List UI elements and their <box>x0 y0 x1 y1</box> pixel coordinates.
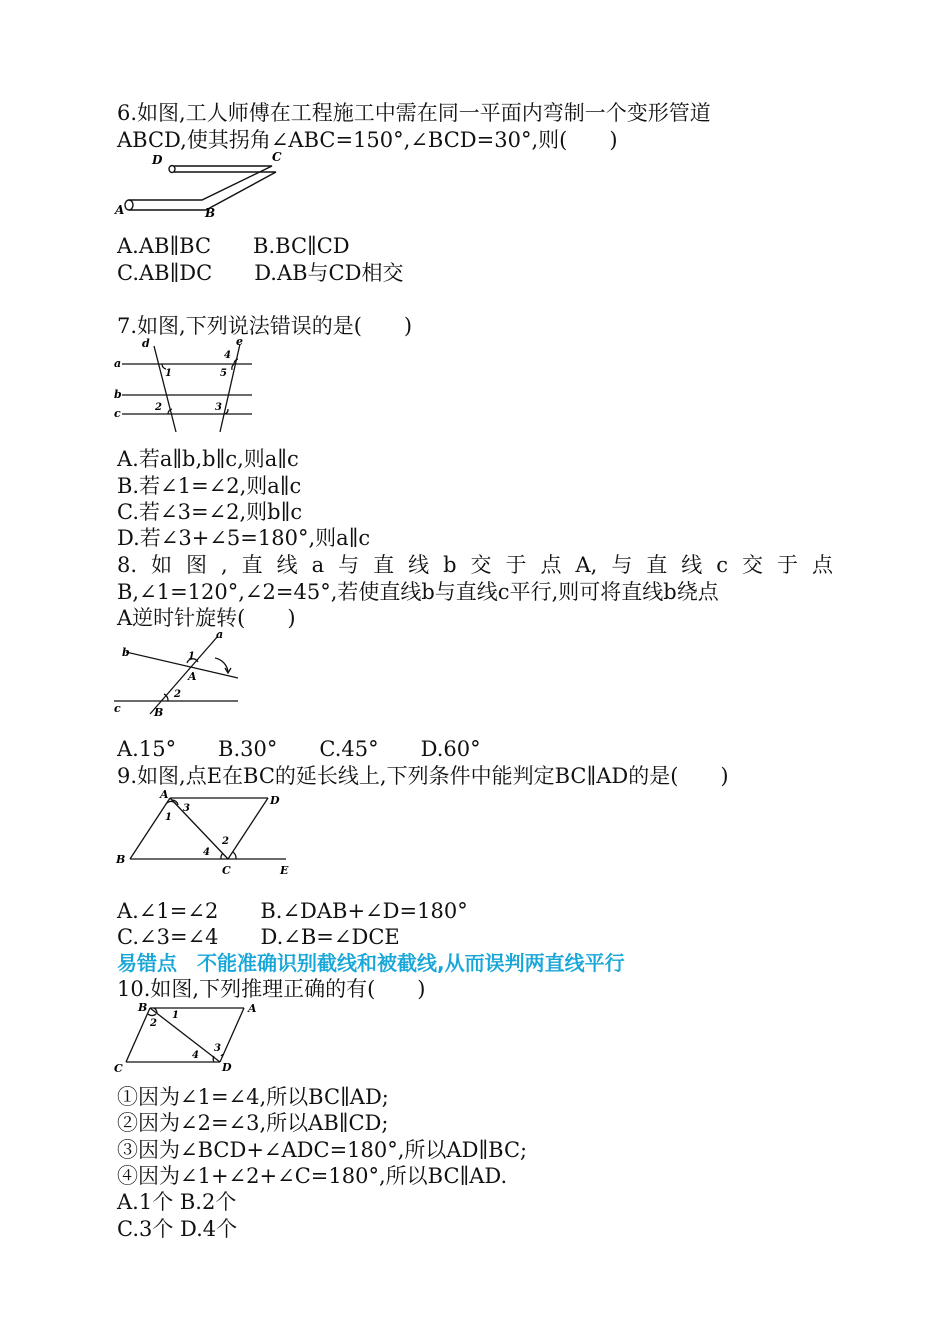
q6-stem-line2: ABCD,使其拐角∠ABC=150°,∠BCD=30°,则( ) <box>117 128 618 152</box>
q8-label-point-B: B <box>154 706 164 719</box>
q7-angle-3: 3 <box>215 402 222 413</box>
q6-options-line1: A.AB∥BC B.BC∥CD <box>117 234 350 258</box>
q10-statement-2: ②因为∠2=∠3,所以AB∥CD; <box>117 1111 389 1135</box>
q8-options: A.15° B.30° C.45° D.60° <box>117 737 481 761</box>
q9-parallelogram-figure <box>112 786 297 878</box>
q7-stem: 7.如图,下列说法错误的是( ) <box>117 314 413 338</box>
q10-statement-1: ①因为∠1=∠4,所以BC∥AD; <box>117 1085 389 1109</box>
q10-statement-4: ④因为∠1+∠2+∠C=180°,所以BC∥AD. <box>117 1164 508 1188</box>
q9-label-C: C <box>222 864 231 877</box>
q6-pipe-figure <box>112 148 292 223</box>
q8-label-c: c <box>114 702 121 715</box>
q7-label-e: e <box>236 335 243 348</box>
q8-rotation-figure <box>112 626 252 720</box>
q9-stem: 9.如图,点E在BC的延长线上,下列条件中能判定BC∥AD的是( ) <box>117 764 729 788</box>
q10-label-D: D <box>222 1061 232 1074</box>
q7-parallel-lines-figure <box>112 336 262 436</box>
q6-label-A: A <box>115 203 125 217</box>
q10-angle-3: 3 <box>214 1043 221 1054</box>
mistake-heading: 易错点 不能准确识别截线和被截线,从而误判两直线平行 <box>117 951 625 975</box>
q9-options-line1: A.∠1=∠2 B.∠DAB+∠D=180° <box>117 899 468 923</box>
q9-label-E: E <box>280 864 289 877</box>
q6-label-C: C <box>272 150 282 164</box>
q8-label-a: a <box>216 628 224 641</box>
q7-option-b: B.若∠1=∠2,则a∥c <box>117 474 302 498</box>
q8-stem-line1: 8.如图,直线a与直线b交于点A,与直线c交于点 <box>117 553 833 577</box>
q9-angle-4: 4 <box>203 847 210 858</box>
q7-angle-1: 1 <box>165 368 172 379</box>
q8-label-b: b <box>122 646 130 659</box>
q10-label-B: B <box>138 1001 148 1014</box>
q9-label-D: D <box>270 794 280 807</box>
q10-quadrilateral-figure <box>112 998 267 1078</box>
q6-label-B: B <box>205 206 216 220</box>
q7-angle-5: 5 <box>220 368 227 379</box>
q10-statement-3: ③因为∠BCD+∠ADC=180°,所以AD∥BC; <box>117 1138 528 1162</box>
q10-options-line2: C.3个 D.4个 <box>117 1217 238 1241</box>
q7-option-a: A.若a∥b,b∥c,则a∥c <box>117 447 299 471</box>
q6-options-line2: C.AB∥DC D.AB与CD相交 <box>117 261 404 285</box>
q7-label-d: d <box>142 337 150 350</box>
q10-angle-4: 4 <box>192 1050 199 1061</box>
q7-label-a: a <box>114 357 122 370</box>
q7-option-c: C.若∠3=∠2,则b∥c <box>117 500 303 524</box>
q8-angle-2: 2 <box>174 689 181 700</box>
q7-angle-4: 4 <box>224 350 231 361</box>
q9-label-A: A <box>160 788 169 801</box>
q10-stem: 10.如图,下列推理正确的有( ) <box>117 977 426 1001</box>
q7-label-b: b <box>114 388 122 401</box>
q8-stem-line3: A逆时针旋转( ) <box>117 606 296 630</box>
q10-label-A: A <box>248 1002 257 1015</box>
q10-angle-2: 2 <box>150 1018 157 1029</box>
q6-label-D: D <box>152 153 163 167</box>
q9-label-B: B <box>116 853 126 866</box>
q9-angle-3: 3 <box>183 803 190 814</box>
q6-stem-line1: 6.如图,工人师傅在工程施工中需在同一平面内弯制一个变形管道 <box>117 101 711 125</box>
q8-stem-line2: B,∠1=120°,∠2=45°,若使直线b与直线c平行,则可将直线b绕点 <box>117 580 719 604</box>
q9-options-line2: C.∠3=∠4 D.∠B=∠DCE <box>117 925 400 949</box>
q7-label-c: c <box>114 407 121 420</box>
q7-angle-2: 2 <box>155 402 162 413</box>
q10-label-C: C <box>114 1062 123 1075</box>
q7-option-d: D.若∠3+∠5=180°,则a∥c <box>117 526 371 550</box>
q9-angle-1: 1 <box>165 812 172 823</box>
q8-label-point-A: A <box>188 670 197 683</box>
q10-angle-1: 1 <box>172 1010 179 1021</box>
q8-angle-1: 1 <box>188 651 195 662</box>
q10-options-line1: A.1个 B.2个 <box>117 1190 237 1214</box>
q9-angle-2: 2 <box>222 836 229 847</box>
